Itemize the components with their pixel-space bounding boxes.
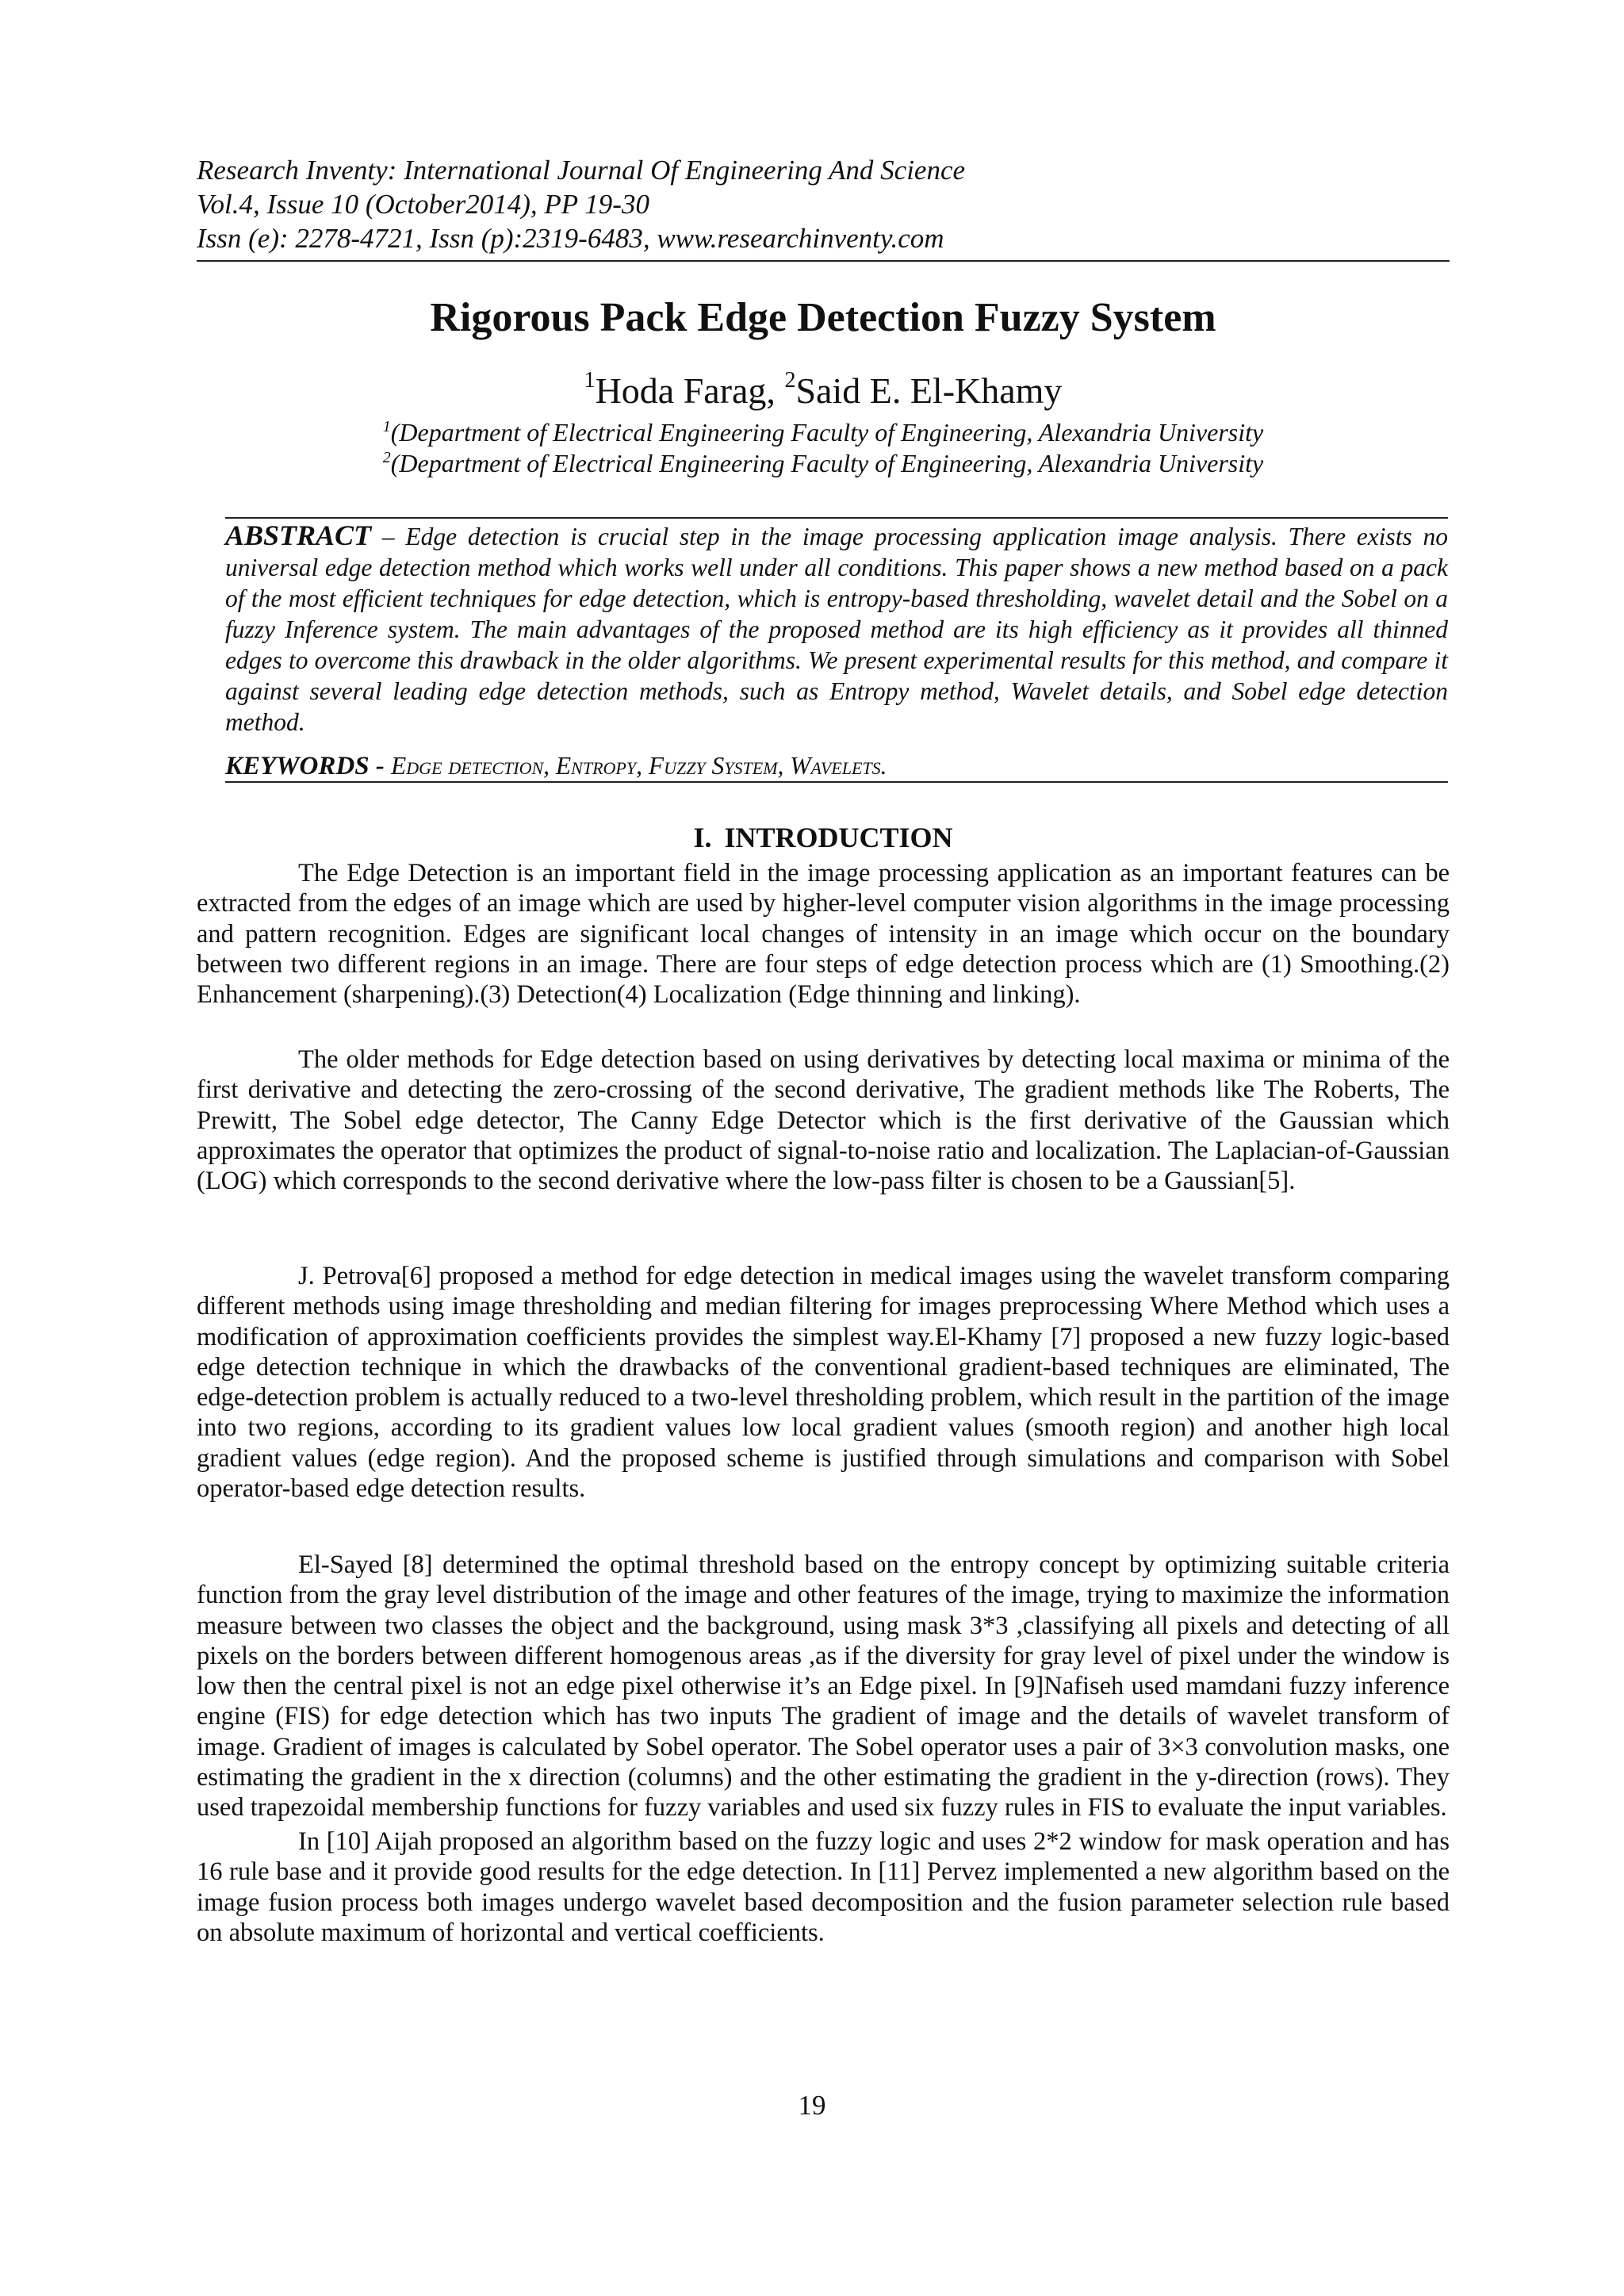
intro-paragraph-4: El-Sayed [8] determined the optimal threshold based on the entropy concept by optimizing suitable criteria function from the gray level distribution of the image and other features of the image, trying to maximize the information measure between two classes the object and the background, using mask 3*3 ,classifying all pixels and detecting of all pixels on the borders between different homogenous areas ,as if the diversity for gray level of pixel under the window is low then the central pixel is not an edge pixel otherwise it’s an Edge pixel. In [9]Nafiseh used mamdani fuzzy inference engine (FIS) for edge detection which has two inputs The gradient of image and the details of wavelet transform of image. Gradient of images is calculated by Sobel operator. The Sobel operator uses a pair of 3×3 convolution masks, one estimating the gradient in the x direction (columns) and the other estimating the gradient in the y-direction (rows). They used trapezoidal membership functions for fuzzy variables and used six fuzzy rules in FIS to evaluate the input variables.	[197, 1550, 1450, 1823]
journal-issn: Issn (e): 2278-4721, Issn (p):2319-6483, www.researchinventy.com	[197, 223, 944, 254]
intro-paragraph-3: J. Petrova[6] proposed a method for edge detection in medical images using the wavelet transform comparing different methods using image thresholding and median filtering for images preprocessing Where Method which uses a modification of approximation coefficients provides the simplest way.El-Khamy [7] proposed a new fuzzy logic-based edge detection technique in which the drawbacks of the conventional gradient-based techniques are eliminated, The edge-detection problem is actually reduced to a two-level thresholding problem, which result in the partition of the image into two regions, according to its gradient values low local gradient values (smooth region) and another high local gradient values (edge region). And the proposed scheme is justified through simulations and comparison with Sobel operator-based edge detection results.	[197, 1262, 1450, 1504]
section-title: INTRODUCTION	[724, 822, 953, 853]
affiliation-2	[197, 448, 1450, 479]
author-1-superscript: 1	[584, 368, 596, 393]
intro-paragraph-2: The older methods for Edge detection based on using derivatives by detecting local maxima or minima of the first derivative and detecting the zero-crossing of the second derivative, The gradient methods like The Roberts, The Prewitt, The Sobel edge detector, The Canny Edge Detector which is the first derivative of the Gaussian which approximates the operator that optimizes the product of signal-to-noise ratio and localization. The Laplacian-of-Gaussian (LOG) which corresponds to the second derivative where the low-pass filter is chosen to be a Gaussian[5].	[197, 1045, 1450, 1196]
section-number: I.	[693, 822, 712, 853]
author-2-superscript: 2	[784, 368, 796, 393]
section-heading-introduction	[197, 820, 1450, 855]
affiliation-1-superscript: 1	[382, 418, 391, 435]
journal-name: Research Inventy: International Journal Of Engineering And Science	[197, 155, 966, 186]
affiliation-list	[197, 417, 1450, 479]
journal-header	[197, 153, 1450, 255]
abstract-label: ABSTRACT	[225, 519, 372, 551]
affiliation-1	[197, 417, 1450, 448]
author-list	[197, 370, 1450, 412]
paper-title: Rigorous Pack Edge Detection Fuzzy System	[430, 295, 1216, 340]
author-1-name: Hoda Farag,	[595, 370, 776, 411]
keywords	[225, 750, 1448, 782]
page-number: 19	[798, 2090, 826, 2121]
affiliation-2-superscript: 2	[382, 449, 391, 466]
author-2-name: Said E. El-Khamy	[795, 370, 1063, 411]
abstract-separator: –	[371, 523, 406, 550]
abstract-text: Edge detection is crucial step in the image processing application image analysis. There exists no universal edge detection method which works well under all conditions. This paper shows a new method based on a pack of the most efficient techniques for edge detection, which is entropy-based thresholding, wavelet detail and the Sobel on a fuzzy Inference system. The main advantages of the proposed method are its high efficiency as it provides all thinned edges to overcome this drawback in the older algorithms. We present experimental results for this method, and compare it against several leading edge detection methods, such as Entropy method, Wavelet details, and Sobel edge detection method.	[225, 523, 1448, 736]
abstract-rule-bottom	[225, 781, 1448, 783]
keywords-text: Edge detection, Entropy, Fuzzy System, Wavelets.	[391, 752, 887, 780]
keywords-label: KEYWORDS -	[225, 752, 392, 780]
abstract	[225, 520, 1448, 738]
journal-volume: Vol.4, Issue 10 (October2014), PP 19-30	[197, 189, 649, 220]
affiliation-2-text: (Department of Electrical Engineering Faculty of Engineering, Alexandria University	[390, 449, 1264, 477]
intro-paragraph-1: The Edge Detection is an important field in the image processing application as an important features can be extracted from the edges of an image which are used by higher-level computer vision algorithms in the image processing and pattern recognition. Edges are significant local changes of intensity in an image which occur on the boundary between two different regions in an image. There are four steps of edge detection process which are (1) Smoothing.(2) Enhancement (sharpening).(3) Detection(4) Localization (Edge thinning and linking).	[197, 859, 1450, 1010]
affiliation-1-text: (Department of Electrical Engineering Faculty of Engineering, Alexandria University	[390, 418, 1264, 447]
abstract-rule-top	[225, 517, 1448, 519]
header-rule	[197, 260, 1450, 262]
intro-paragraph-5: In [10] Aijah proposed an algorithm based on the fuzzy logic and uses 2*2 window for mask operation and has 16 rule base and it provide good results for the edge detection. In [11] Pervez implemented a new algorithm based on the image fusion process both images undergo wavelet based decomposition and the fusion parameter selection rule based on absolute maximum of horizontal and vertical coefficients.	[197, 1827, 1450, 1947]
